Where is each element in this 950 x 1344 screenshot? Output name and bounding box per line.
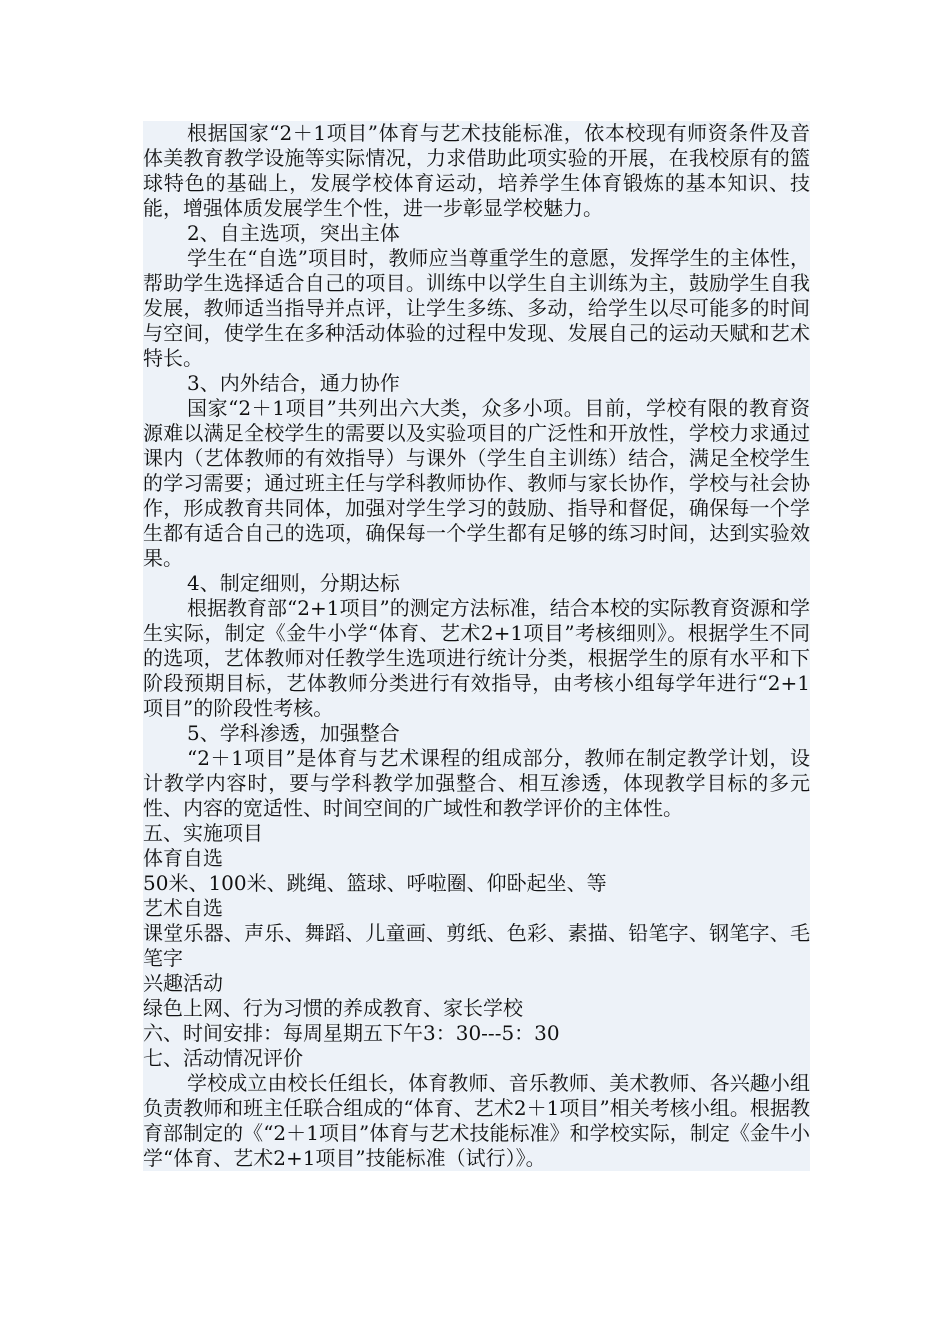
document-body [143,121,810,1171]
label-sports-elective: 体育自选 [143,846,223,870]
heading-implementation-items: 五、实施项目 [143,821,263,845]
section-heading-2: 2、自主选项，突出主体 [187,221,400,245]
paragraph-5: “2＋1项目”是体育与艺术课程的组成部分，教师在制定教学计划，设计教学内容时，要与学科教学加强整合、相互渗透，体现教学目标的多元性、内容的宽适性、时间空间的广域性和教学评价的主体性。 [143,746,810,820]
paragraph-4: 根据教育部“2+1项目”的测定方法标准，结合本校的实际教育资源和学生实际，制定《金牛小学“体育、艺术2+1项目”考核细则》。根据学生不同的选项，艺体教师对任教学生选项进行统计分类，根据学生的原有水平和下阶段预期目标，艺体教师分类进行有效指导，由考核小组每学年进行“2+1项目”的阶段性考核。 [143,596,810,720]
list-sports-items: 50米、100米、跳绳、篮球、呼啦圈、仰卧起坐、等 [143,871,607,895]
section-heading-4: 4、制定细则，分期达标 [187,571,400,595]
list-arts-items: 课堂乐器、声乐、舞蹈、儿童画、剪纸、色彩、素描、铅笔字、钢笔字、毛笔字 [143,921,810,970]
section-heading-3: 3、内外结合，通力协作 [187,371,400,395]
paragraph-3: 国家“2＋1项目”共列出六大类，众多小项。目前，学校有限的教育资源难以满足全校学生的需要以及实验项目的广泛性和开放性，学校力求通过课内（艺体教师的有效指导）与课外（学生自主训练）结合，满足全校学生的学习需要；通过班主任与学科教师协作、教师与家长协作，学校与社会协作，形成教育共同体，加强对学生学习的鼓励、指导和督促，确保每一个学生都有适合自己的选项，确保每一个学生都有足够的练习时间，达到实验效果。 [143,396,810,570]
paragraph-intro: 根据国家“2＋1项目”体育与艺术技能标准，依本校现有师资条件及音体美教育教学设施等实际情况，力求借助此项实验的开展，在我校原有的篮球特色的基础上，发展学校体育运动，培养学生体育锻炼的基本知识、技能，增强体质发展学生个性，进一步彰显学校魅力。 [143,121,810,220]
paragraph-evaluation: 学校成立由校长任组长，体育教师、音乐教师、美术教师、各兴趣小组负责教师和班主任联合组成的“体育、艺术2＋1项目”相关考核小组。根据教育部制定的《“2＋1项目”体育与艺术技能标准》和学校实际，制定《金牛小学“体育、艺术2+1项目”技能标准（试行）》。 [143,1071,810,1170]
section-heading-5: 5、学科渗透，加强整合 [187,721,400,745]
list-interest-items: 绿色上网、行为习惯的养成教育、家长学校 [143,996,523,1020]
paragraph-2: 学生在“自选”项目时，教师应当尊重学生的意愿，发挥学生的主体性，帮助学生选择适合自己的项目。训练中以学生自主训练为主，鼓励学生自我发展，教师适当指导并点评，让学生多练、多动，给学生以尽可能多的时间与空间，使学生在多种活动体验的过程中发现、发展自己的运动天赋和艺术特长。 [143,246,810,370]
label-arts-elective: 艺术自选 [143,896,223,920]
heading-time-schedule: 六、时间安排：每周星期五下午3：30---5：30 [143,1021,560,1045]
label-interest-activities: 兴趣活动 [143,971,223,995]
heading-activity-evaluation: 七、活动情况评价 [143,1046,303,1070]
